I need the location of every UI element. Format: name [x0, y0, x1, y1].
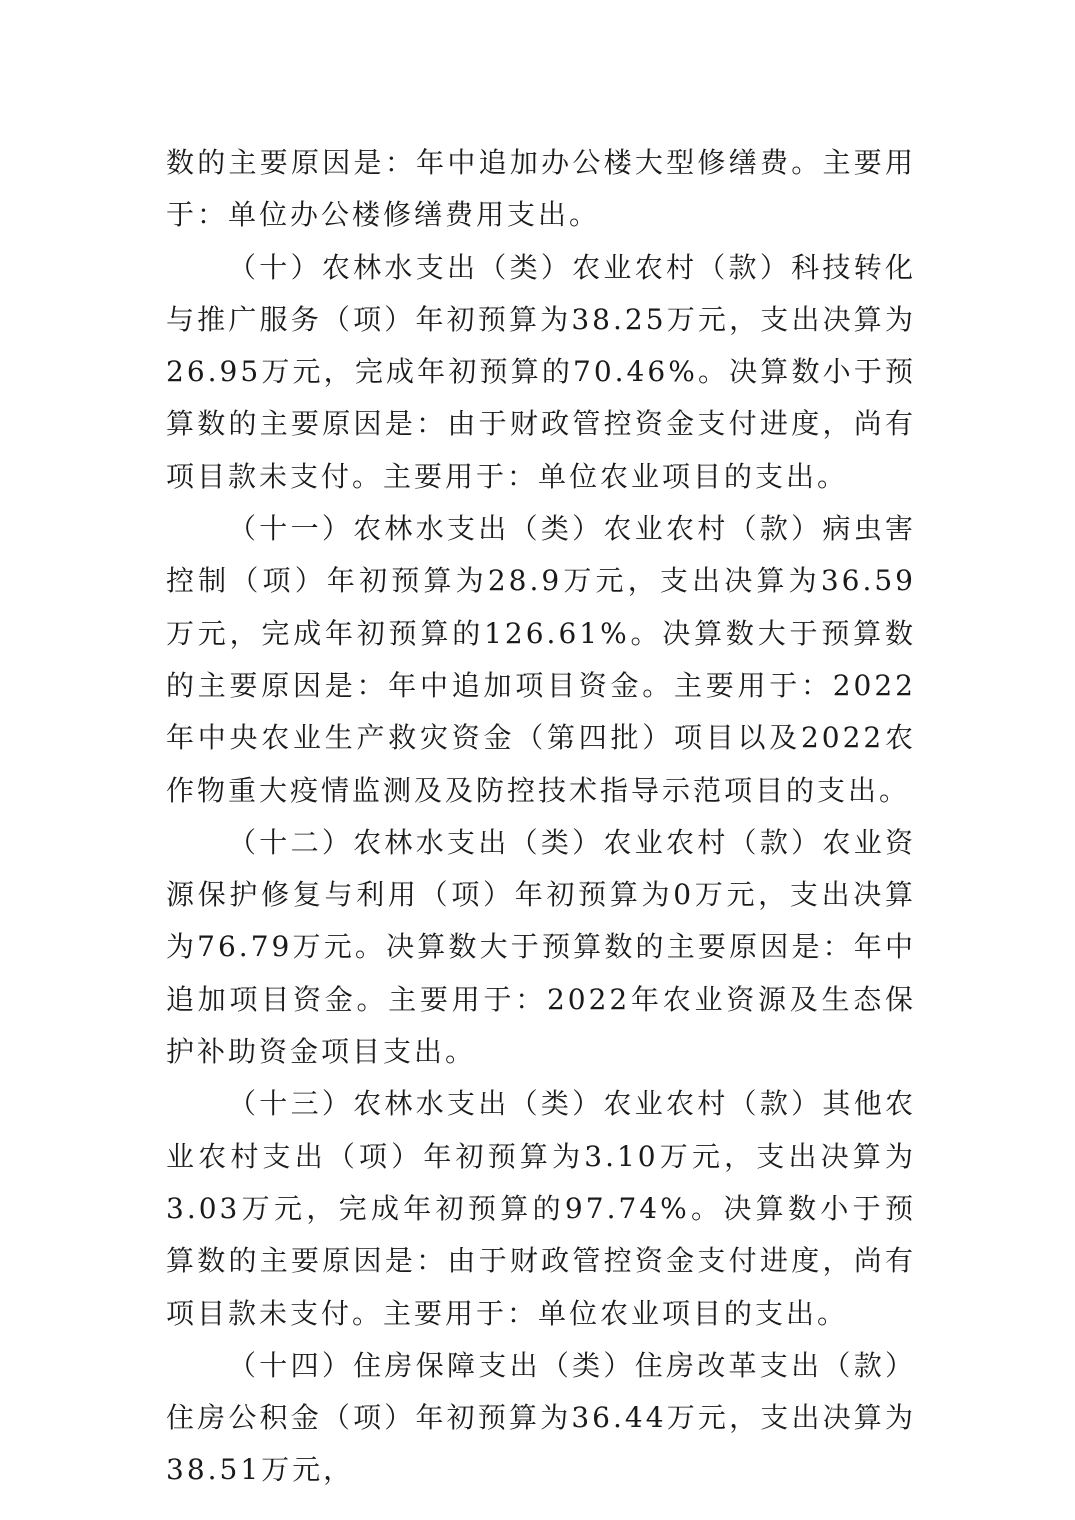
paragraph-item-13: （十三）农林水支出（类）农业农村（款）其他农业农村支出（项）年初预算为3.10万元，支出决算为3.03万元，完成年初预算的97.74%。决算数小于预算数的主要原因是：由于财政管控资金支付进度，尚有项目款未支付。主要用于：单位农业项目的支出。	[166, 1087, 916, 1330]
paragraph-item-12: （十二）农林水支出（类）农业农村（款）农业资源保护修复与利用（项）年初预算为0万元，支出决算为76.79万元。决算数大于预算数的主要原因是：年中追加项目资金。主要用于：2022年农业资源及生态保护补助资金项目支出。	[166, 825, 916, 1069]
paragraph-item-10: （十）农林水支出（类）农业农村（款）科技转化与推广服务（项）年初预算为38.25万元，支出决算为26.95万元，完成年初预算的70.46%。决算数小于预算数的主要原因是：由于财政管控资金支付进度，尚有项目款未支付。主要用于：单位农业项目的支出。	[166, 250, 916, 493]
paragraph-continuation: 数的主要原因是：年中追加办公楼大型修缮费。主要用于：单位办公楼修缮费用支出。	[166, 146, 916, 232]
document-body	[166, 137, 916, 1497]
paragraph-item-14: （十四）住房保障支出（类）住房改革支出（款）住房公积金（项）年初预算为36.44万元，支出决算为38.51万元，	[166, 1348, 916, 1487]
paragraph-item-11: （十一）农林水支出（类）农业农村（款）病虫害控制（项）年初预算为28.9万元，支出决算为36.59万元，完成年初预算的126.61%。决算数大于预算数的主要原因是：年中追加项目资金。主要用于：2022年中央农业生产救灾资金（第四批）项目以及2022农作物重大疫情监测及及防控技术指导示范项目的支出。	[166, 512, 916, 807]
